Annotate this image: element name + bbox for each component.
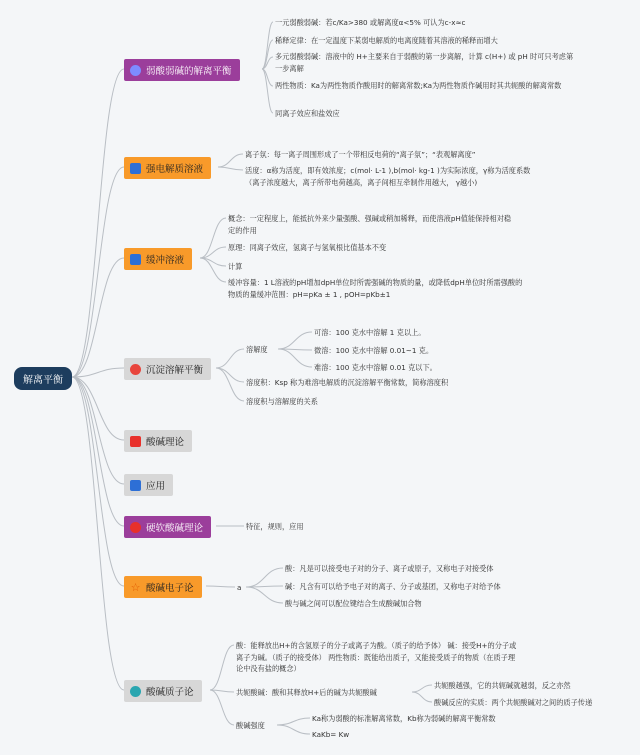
connector-line — [72, 377, 124, 526]
leaf-text[interactable]: 酸与碱之间可以配位键结合生成酸碱加合物 — [285, 599, 422, 608]
leaf-text[interactable]: 酸：凡是可以接受电子对的分子、离子或原子，又称电子对接受体 — [285, 564, 494, 573]
sub-node-solubility[interactable]: 溶解度 — [246, 345, 268, 354]
root-node[interactable]: 解离平衡 — [14, 367, 72, 390]
branch-precipitation[interactable] — [124, 358, 211, 380]
leaf-text[interactable]: 溶度积：Ksp 称为难溶电解质的沉淀溶解平衡常数，简称溶度积 — [246, 378, 449, 387]
connector-line — [210, 645, 234, 690]
connector-line — [412, 692, 432, 702]
branch-label: 酸碱电子论 — [146, 583, 194, 594]
leaf-text[interactable]: 计算 — [228, 262, 243, 271]
leaf-text[interactable]: 碱：凡含有可以给予电子对的离子、分子或基团，又称电子对给予体 — [285, 582, 501, 591]
leaf-text[interactable]: 稀释定律：在一定温度下某弱电解质的电离度随着其溶液的稀释而增大 — [275, 36, 498, 45]
branch-proton-theory[interactable] — [124, 680, 202, 702]
branch-label: 强电解质溶液 — [146, 164, 204, 175]
branch-application[interactable] — [124, 474, 173, 496]
connector-line — [218, 154, 243, 167]
branch-label: 应用 — [146, 481, 166, 492]
branch-electron-theory[interactable] — [124, 576, 202, 598]
leaf-text[interactable]: 两性物质：Ka为两性物质作酸用时的解离常数;Ka为两性物质作碱用时其共轭酸的解离常数 — [275, 81, 562, 90]
leaf-text[interactable]: 活度：α称为活度，即有效浓度；c(mol· L-1 ),b(mol· kg-1 )为实际浓度，γ称为活度系数 （离子浓度越大，离子所带电荷越高，离子间相互牵制作用越大， γ越小) — [245, 166, 531, 187]
flag-icon — [130, 163, 141, 174]
leaf-text[interactable]: 可溶：100 克水中溶解 1 克以上。 — [314, 328, 426, 337]
leaf-text[interactable]: 难溶：100 克水中溶解 0.01 克以下。 — [314, 363, 437, 372]
connector-line — [246, 568, 283, 587]
connector-line — [218, 167, 243, 170]
branch-label: 弱酸弱碱的解离平衡 — [146, 66, 232, 77]
mid-node[interactable]: a — [237, 583, 242, 592]
red-square-icon — [130, 436, 141, 447]
branch-label: 沉淀溶解平衡 — [146, 365, 204, 376]
lock-icon — [130, 364, 141, 375]
branch-label: 酸碱质子论 — [146, 687, 194, 698]
branch-acid-base-theory[interactable] — [124, 430, 192, 452]
leaf-text[interactable]: 特征，规则，应用 — [246, 522, 304, 531]
connector-line — [206, 586, 235, 587]
settings-icon — [130, 65, 141, 76]
leaf-text[interactable]: 原理：同离子效应，氢离子与氢氧根比值基本不变 — [228, 243, 387, 252]
leaf-text[interactable]: 概念：一定程度上，能抵抗外来少量强酸、强碱或稍加稀释，而使溶液pH值能保持相对稳定的作用 — [228, 214, 512, 235]
branch-strong-electrolyte[interactable] — [124, 157, 211, 179]
leaf-text[interactable]: 溶度积与溶解度的关系 — [246, 397, 318, 406]
connector-line — [246, 587, 283, 603]
connector-line — [72, 167, 124, 377]
mountain-icon — [130, 254, 141, 265]
leaf-text[interactable]: 酸碱强度 — [236, 721, 265, 730]
leaf-text[interactable]: KaKb= Kw — [312, 730, 350, 739]
branch-label: 硬软酸碱理论 — [146, 523, 204, 534]
connector-line — [216, 349, 244, 368]
connector-line — [72, 69, 124, 377]
leaf-text[interactable]: Ka称为弱酸的标准解离常数，Kb称为弱碱的解离平衡常数 — [312, 714, 496, 723]
branch-hsab[interactable] — [124, 516, 211, 538]
branch-weak-acid-base[interactable] — [124, 59, 240, 81]
stop-icon — [130, 522, 141, 533]
leaf-text[interactable]: 微溶：100 克水中溶解 0.01~1 克。 — [314, 346, 434, 355]
leaf-text[interactable]: 离子氛：每一离子周围形成了一个带相反电荷的“离子氛”；“表观解离度” — [245, 150, 476, 159]
leaf-text[interactable]: 共轭酸碱：酸和其释放H+后的碱为共轭酸碱 — [236, 688, 377, 697]
connector-line — [216, 368, 244, 382]
connector-line — [262, 69, 273, 113]
star-icon: ☆ — [130, 580, 141, 594]
connector-line — [210, 690, 234, 725]
leaf-text[interactable]: 同离子效应和盐效应 — [275, 109, 340, 118]
connector-line — [278, 349, 312, 367]
leaf-text[interactable]: 酸碱反应的实质：两个共轭酸碱对之间的质子传递 — [434, 698, 593, 707]
flag-icon — [130, 480, 141, 491]
leaf-text[interactable]: 一元弱酸弱碱：若c/Ka>380 或解离度α<5% 可认为c-x≈c — [275, 18, 466, 27]
connector-line — [72, 377, 124, 484]
leaf-text[interactable]: 缓冲容量：1 L溶液的pH增加dpH单位时所需强碱的物质的量，或降低dpH单位时所需强酸的物质的量缓冲范围：pH=pKa ± 1 , pOH=pKb±1 — [228, 278, 523, 299]
connector-line — [412, 685, 432, 692]
branch-label: 缓冲溶液 — [146, 255, 185, 266]
connector-line — [216, 368, 244, 401]
branch-label: 酸碱理论 — [146, 437, 185, 448]
leaf-text[interactable]: 共轭酸越强，它的共轭碱就越弱，反之亦然 — [434, 681, 571, 690]
leaf-text[interactable]: 酸：能释放出H+的含氢原子的分子或离子为酸。（质子的给予体） 碱：接受H+的分子或离子为碱。（质子的接受体） 两性物质：既能给出质子，又能接受质子的物质（在质子理论中没有盐的概念） — [236, 641, 517, 673]
connector-line — [277, 725, 310, 734]
connector-line — [278, 332, 312, 349]
connector-line — [72, 377, 124, 690]
leaf-text[interactable]: 多元弱酸弱碱：溶液中的 H+主要来自于弱酸的第一步离解，计算 c(H+) 或 pH 时可只考虑第一步离解 — [275, 52, 574, 73]
branch-buffer-solution[interactable] — [124, 248, 192, 270]
connector-line — [277, 718, 310, 725]
info-icon — [130, 686, 141, 697]
